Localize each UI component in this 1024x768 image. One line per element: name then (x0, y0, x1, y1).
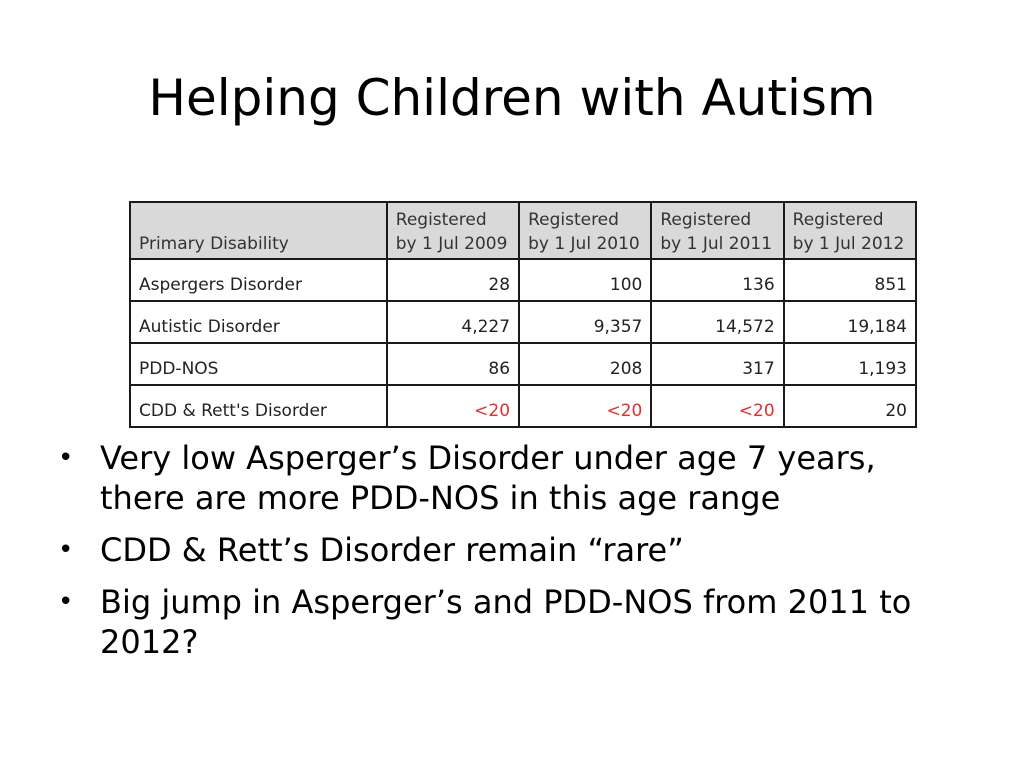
bullet-text: Big jump in Asperger’s and PDD-NOS from 2011 to 2012? (100, 583, 912, 661)
table-cell: 136 (651, 259, 783, 301)
bullet-item (58, 582, 958, 662)
bullet-text: CDD & Rett’s Disorder remain “rare” (100, 531, 684, 569)
header-primary-disability (130, 202, 387, 259)
header-label: Registered by 1 Jul 2011 (660, 210, 773, 254)
table-cell: 4,227 (387, 301, 519, 343)
header-label: Primary Disability (139, 234, 289, 254)
slide-title: Helping Children with Autism (148, 69, 876, 127)
table-row (130, 259, 916, 301)
table-cell: 851 (784, 259, 916, 301)
bullet-item (58, 530, 958, 570)
table-cell: 1,193 (784, 343, 916, 385)
row-label: Aspergers Disorder (130, 259, 387, 301)
table-cell: <20 (651, 385, 783, 427)
table-header-row (130, 202, 916, 259)
table-cell: 86 (387, 343, 519, 385)
row-label: CDD & Rett's Disorder (130, 385, 387, 427)
row-label: Autistic Disorder (130, 301, 387, 343)
bullet-dot-icon: • (58, 535, 74, 565)
table-cell: 9,357 (519, 301, 651, 343)
table-cell: 208 (519, 343, 651, 385)
table-row (130, 301, 916, 343)
bullet-dot-icon: • (58, 443, 74, 473)
table-cell: 14,572 (651, 301, 783, 343)
bullet-dot-icon: • (58, 587, 74, 617)
bullet-list (58, 438, 958, 674)
header-label: Registered by 1 Jul 2009 (395, 210, 508, 254)
table-cell: 100 (519, 259, 651, 301)
table-cell: <20 (519, 385, 651, 427)
row-label: PDD-NOS (130, 343, 387, 385)
table-row (130, 385, 916, 427)
bullet-item (58, 438, 958, 518)
table-row (130, 343, 916, 385)
header-2010 (519, 202, 651, 259)
table-cell: 19,184 (784, 301, 916, 343)
table-cell: <20 (387, 385, 519, 427)
header-label: Registered by 1 Jul 2012 (792, 210, 905, 254)
bullet-text: Very low Asperger’s Disorder under age 7 years, there are more PDD-NOS in this age range (100, 439, 876, 517)
header-label: Registered by 1 Jul 2010 (528, 210, 640, 254)
table-cell: 317 (651, 343, 783, 385)
table-cell: 28 (387, 259, 519, 301)
header-2009 (387, 202, 519, 259)
header-2012 (784, 202, 916, 259)
table-cell: 20 (784, 385, 916, 427)
disability-registration-table (129, 201, 917, 428)
header-2011 (651, 202, 783, 259)
